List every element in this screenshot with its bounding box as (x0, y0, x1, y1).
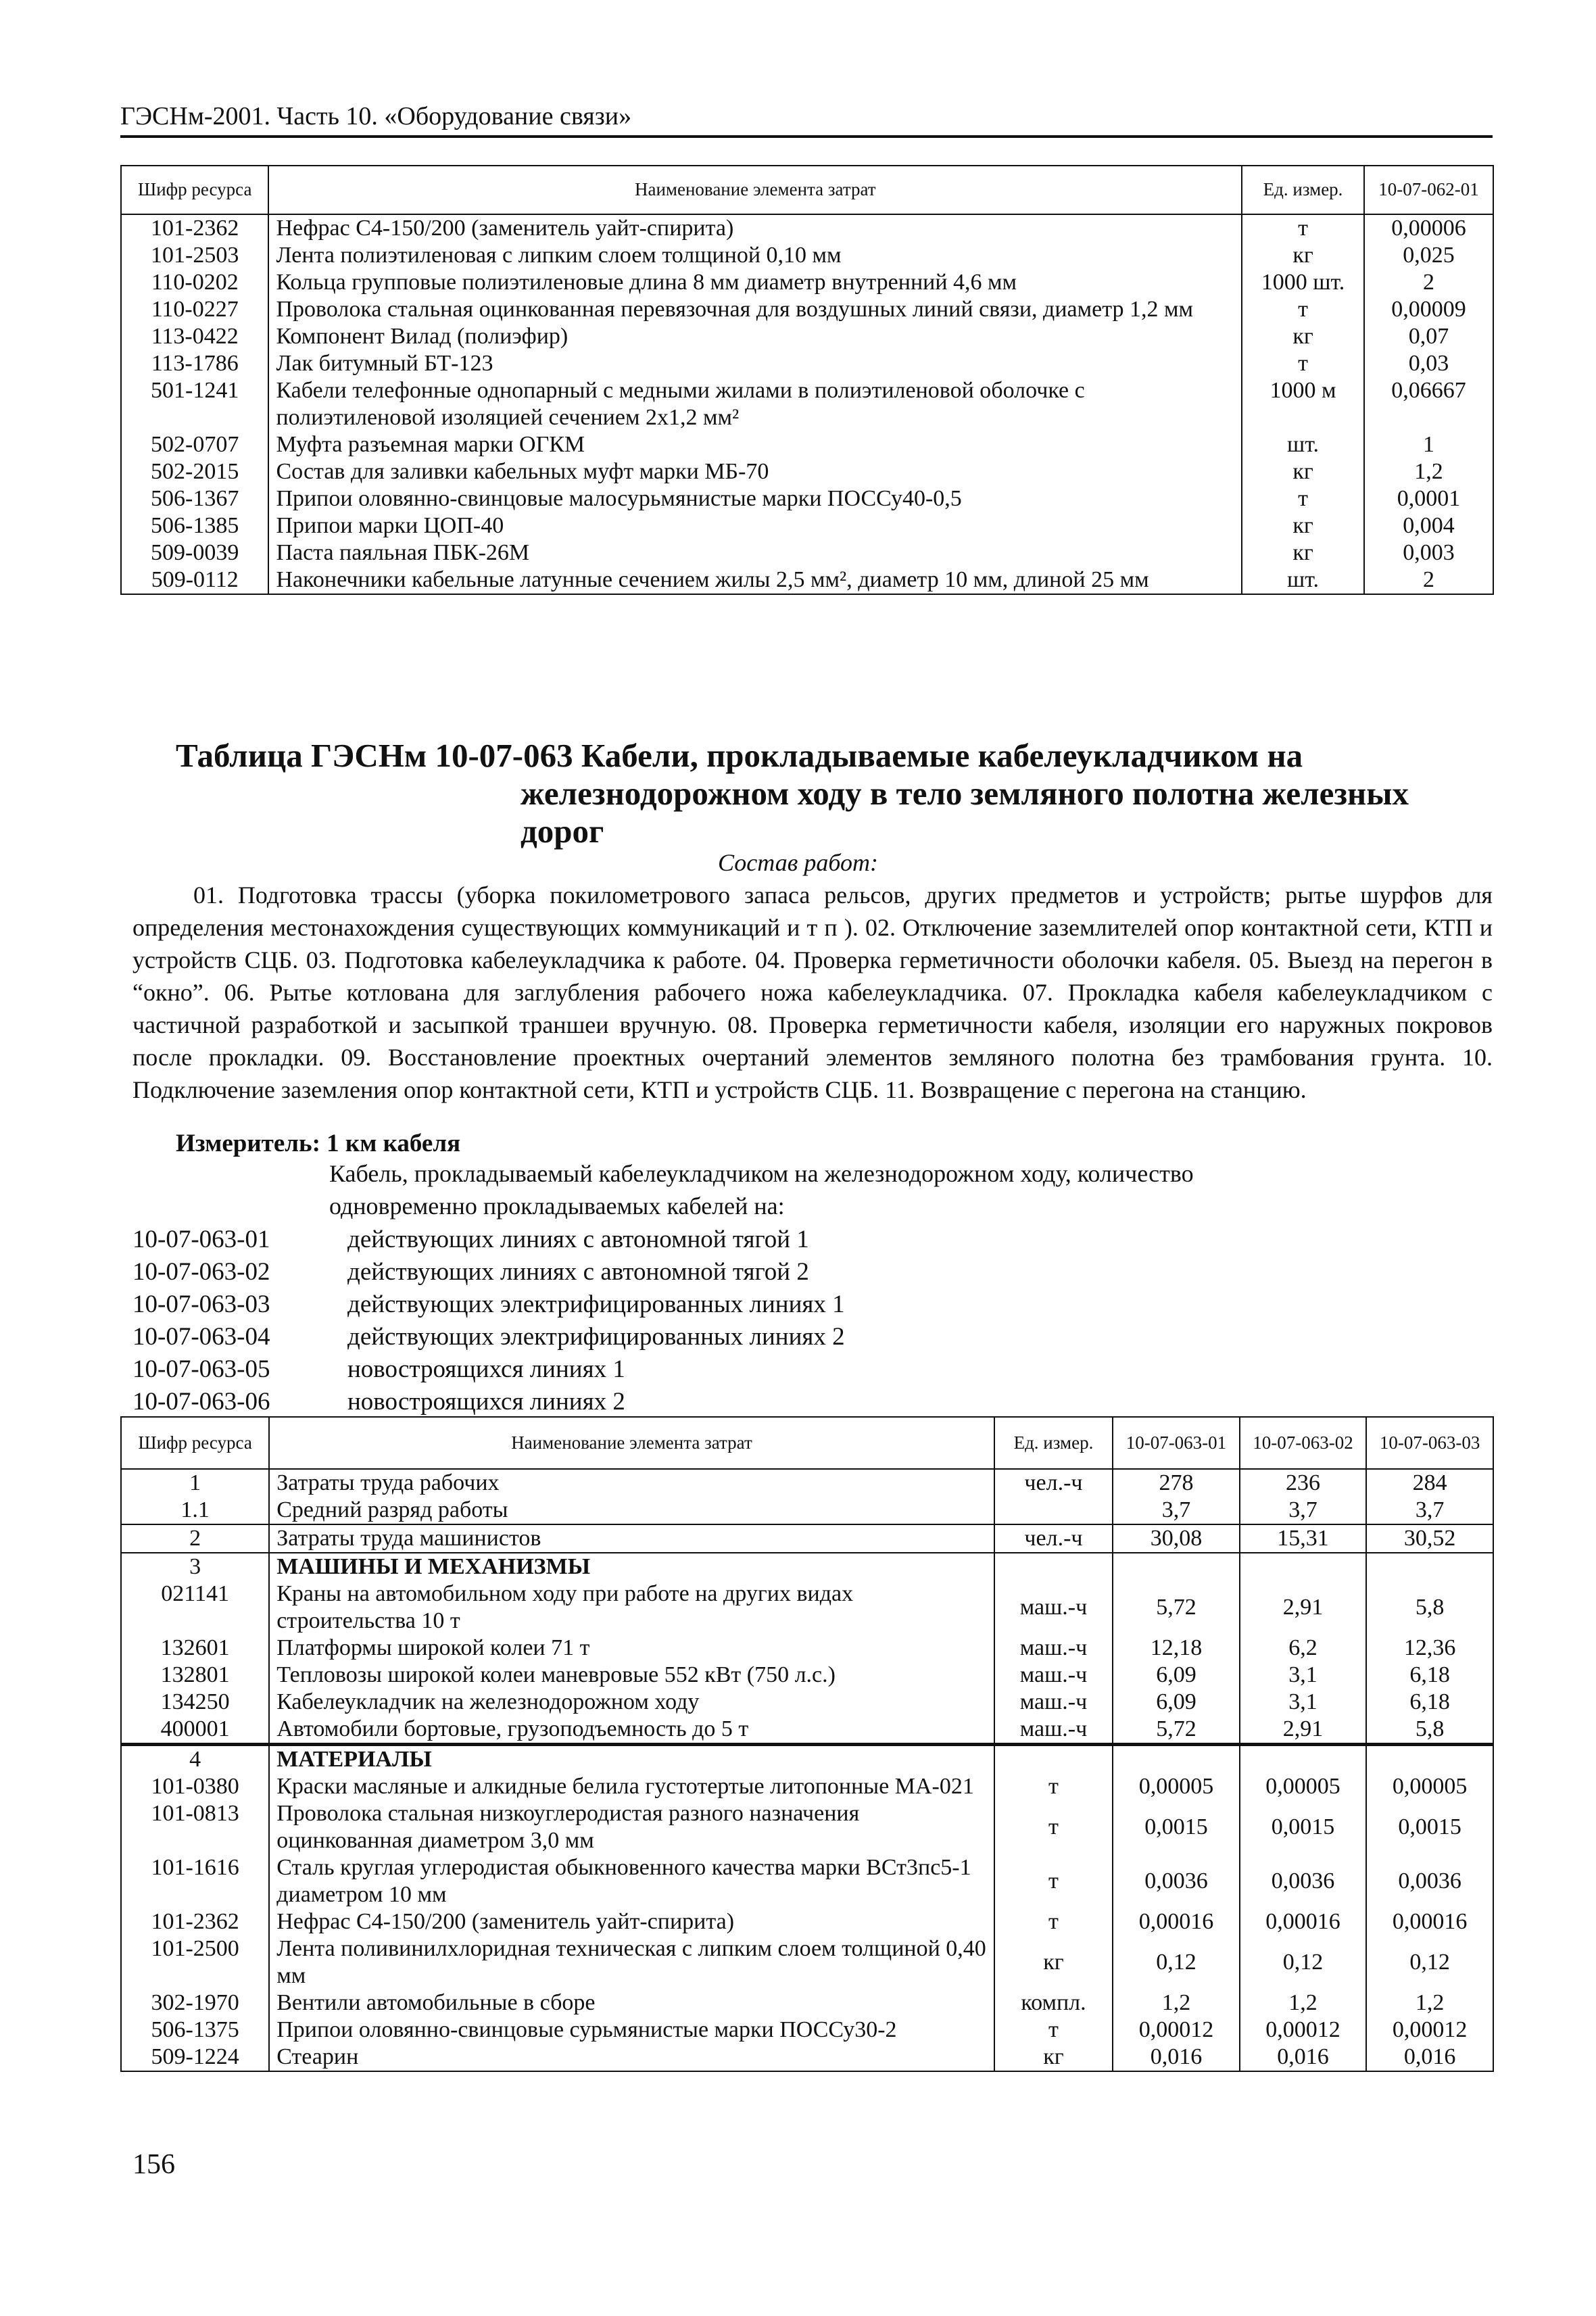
cell-unit (994, 1745, 1113, 1774)
cell-name: МАШИНЫ И МЕХАНИЗМЫ (269, 1553, 994, 1581)
cell-v3: 0,0036 (1366, 1854, 1493, 1908)
norm-code-text: новостроящихся линиях 2 (347, 1388, 625, 1416)
cell-val: 1 (1364, 431, 1493, 458)
table-row (121, 1524, 1493, 1553)
cell-code: 132801 (121, 1662, 269, 1689)
cell-unit: кг (1242, 512, 1364, 539)
cell-code: 509-0039 (121, 539, 268, 566)
cell-code: 400001 (121, 1716, 269, 1745)
cell-v3: 0,0015 (1366, 1800, 1493, 1854)
cell-v2: 3,7 (1240, 1497, 1367, 1524)
cell-code: 101-2503 (121, 242, 268, 269)
cell-code: 132601 (121, 1635, 269, 1662)
cell-code: 506-1375 (121, 2017, 269, 2044)
cell-name: Вентили автомобильные в сборе (269, 1989, 994, 2017)
cell-v2: 0,12 (1240, 1935, 1367, 1989)
cell-v3: 6,18 (1366, 1689, 1493, 1716)
cell-v3: 12,36 (1366, 1635, 1493, 1662)
norm-code: 10-07-063-02 (132, 1258, 270, 1286)
cell-unit: т (994, 1800, 1113, 1854)
cell-code: 110-0202 (121, 269, 268, 296)
cell-v1: 6,09 (1113, 1689, 1240, 1716)
cell-unit: 1000 шт. (1242, 269, 1364, 296)
cell-v3 (1366, 1745, 1493, 1774)
cell-code: 1 (121, 1469, 269, 1497)
cell-code: 110-0227 (121, 296, 268, 323)
cell-v3: 0,12 (1366, 1935, 1493, 1989)
table-row (121, 539, 1493, 566)
cell-v2: 3,1 (1240, 1662, 1367, 1689)
cell-v2: 0,00016 (1240, 1908, 1367, 1935)
table-row (121, 323, 1493, 350)
cell-code: 2 (121, 1524, 269, 1553)
cell-name: Муфта разъемная марки ОГКМ (268, 431, 1242, 458)
cell-unit: чел.-ч (994, 1524, 1113, 1553)
table-row (121, 566, 1493, 594)
cell-v3: 0,00005 (1366, 1773, 1493, 1800)
cell-v2: 2,91 (1240, 1716, 1367, 1745)
resource-table-062 (120, 165, 1494, 595)
running-header: ГЭСНм-2001. Часть 10. «Оборудование связи» (120, 101, 1493, 138)
cell-unit: т (1242, 296, 1364, 323)
table-row (121, 1635, 1493, 1662)
cell-v3: 5,8 (1366, 1716, 1493, 1745)
cell-unit: маш.-ч (994, 1716, 1113, 1745)
cell-val: 1,2 (1364, 458, 1493, 485)
norm-description (329, 1157, 1411, 1222)
cell-v3: 0,00016 (1366, 1908, 1493, 1935)
cell-name: Припои оловянно-свинцовые малосурьмянистые марки ПОССу40-0,5 (268, 485, 1242, 512)
table-row (121, 1800, 1493, 1854)
works-label: Состав работ: (718, 849, 878, 876)
cell-v2: 0,00005 (1240, 1773, 1367, 1800)
norm-code-text: действующих электрифицированных линиях 1 (347, 1290, 845, 1318)
table-title (176, 737, 1494, 850)
cell-name: Состав для заливки кабельных муфт марки МБ-70 (268, 458, 1242, 485)
cell-unit: кг (994, 1935, 1113, 1989)
cell-name: Лента полиэтиленовая с липким слоем толщиной 0,10 мм (268, 242, 1242, 269)
norm-code-row (132, 1256, 845, 1288)
cell-v2: 0,00012 (1240, 2017, 1367, 2044)
cell-v1: 30,08 (1113, 1524, 1240, 1553)
cell-v3: 6,18 (1366, 1662, 1493, 1689)
header-code: Шифр ресурса (121, 1417, 269, 1469)
norm-code-row (132, 1353, 845, 1386)
cell-name: Паста паяльная ПБК-26М (268, 539, 1242, 566)
cell-name: Компонент Вилад (полиэфир) (268, 323, 1242, 350)
norm-codes-list (132, 1224, 845, 1418)
cell-name: Проволока стальная низкоуглеродистая разного назначения оцинкованная диаметром 3,0 мм (269, 1800, 994, 1854)
table-row (121, 1469, 1493, 1497)
cell-code: 101-0380 (121, 1773, 269, 1800)
cell-v1: 0,0036 (1113, 1854, 1240, 1908)
header-name: Наименование элемента затрат (268, 166, 1242, 214)
cell-code: 506-1367 (121, 485, 268, 512)
table-row (121, 2044, 1493, 2071)
cell-code: 021141 (121, 1581, 269, 1635)
cell-unit: маш.-ч (994, 1635, 1113, 1662)
cell-v1: 0,016 (1113, 2044, 1240, 2071)
table-row (121, 1745, 1493, 1774)
cell-v2: 0,0015 (1240, 1800, 1367, 1854)
cell-code: 101-1616 (121, 1854, 269, 1908)
cell-unit: т (1242, 214, 1364, 242)
table-row (121, 512, 1493, 539)
cell-code: 101-2500 (121, 1935, 269, 1989)
cell-v2 (1240, 1553, 1367, 1581)
cell-val: 0,0001 (1364, 485, 1493, 512)
norm-code: 10-07-063-03 (132, 1290, 270, 1318)
cell-v2: 236 (1240, 1469, 1367, 1497)
norm-code: 10-07-063-06 (132, 1388, 270, 1416)
norm-code-row (132, 1224, 845, 1256)
cell-unit: кг (1242, 458, 1364, 485)
cell-v2: 0,016 (1240, 2044, 1367, 2071)
header-code: Шифр ресурса (121, 166, 268, 214)
cell-unit: маш.-ч (994, 1662, 1113, 1689)
cell-v1: 0,00005 (1113, 1773, 1240, 1800)
cell-val: 0,003 (1364, 539, 1493, 566)
cell-code: 302-1970 (121, 1989, 269, 2017)
table-row (121, 485, 1493, 512)
cell-v3: 0,00012 (1366, 2017, 1493, 2044)
header-col: 10-07-062-01 (1364, 166, 1493, 214)
cell-v1: 0,00012 (1113, 2017, 1240, 2044)
cell-val: 0,00006 (1364, 214, 1493, 242)
cell-val: 0,00009 (1364, 296, 1493, 323)
cell-v1: 0,0015 (1113, 1800, 1240, 1854)
cell-v3 (1366, 1553, 1493, 1581)
cell-v2 (1240, 1745, 1367, 1774)
cell-name: Платформы широкой колеи 71 т (269, 1635, 994, 1662)
cell-val: 2 (1364, 566, 1493, 594)
cell-code: 134250 (121, 1689, 269, 1716)
cell-v2: 6,2 (1240, 1635, 1367, 1662)
cell-v1 (1113, 1553, 1240, 1581)
cell-v1: 12,18 (1113, 1635, 1240, 1662)
cell-v3: 1,2 (1366, 1989, 1493, 2017)
table-title-line1: Таблица ГЭСНм 10-07-063 Кабели, прокладываемые кабелеукладчиком на (176, 737, 1303, 774)
cell-v2: 2,91 (1240, 1581, 1367, 1635)
cell-unit: кг (1242, 323, 1364, 350)
norm-code-text: новостроящихся линиях 1 (347, 1355, 625, 1383)
header-unit: Ед. измер. (994, 1417, 1113, 1469)
table-row (121, 1689, 1493, 1716)
table-row (121, 431, 1493, 458)
table-row (121, 1989, 1493, 2017)
cell-code: 101-0813 (121, 1800, 269, 1854)
norm-code-row (132, 1288, 845, 1321)
table-row (121, 296, 1493, 323)
cell-v1: 0,00016 (1113, 1908, 1240, 1935)
cell-unit: т (994, 1908, 1113, 1935)
cell-unit: шт. (1242, 431, 1364, 458)
cell-unit: т (994, 1773, 1113, 1800)
header-c3: 10-07-063-03 (1366, 1417, 1493, 1469)
cell-code: 101-2362 (121, 214, 268, 242)
works-description: 01. Подготовка трассы (уборка покилометрового запаса рельсов, других предметов и устройств; рытье шурфов для определения местонахождения существующих коммуникаций и т п ). 02. Отключение заземлителей опор контактной сети, КТП и устройств СЦБ. 03. Подготовка кабелеукладчика к работе. 04. Проверка герметичности оболочки кабеля. 05. Выезд на перегон в “окно”. 06. Рытье котлована для заглубления рабочего ножа кабелеукладчика. 07. Прокладка кабеля кабелеукладчиком с частичной разработкой и засыпкой траншеи вручную. 08. Проверка герметичности кабеля, изоляции его наружных покровов после прокладки. 09. Восстановление проектных очертаний элементов земляного полотна без трамбования грунта. 10. Подключение заземления опор контактной сети, КТП и устройств СЦБ. 11. Возвращение с перегона на станцию. (132, 882, 1493, 1103)
cell-code: 502-0707 (121, 431, 268, 458)
norm-code: 10-07-063-01 (132, 1226, 270, 1253)
cell-v2: 0,0036 (1240, 1854, 1367, 1908)
cell-code: 502-2015 (121, 458, 268, 485)
table-row (121, 269, 1493, 296)
cell-name: Автомобили бортовые, грузоподъемность до 5 т (269, 1716, 994, 1745)
table-row (121, 350, 1493, 377)
cell-name: Краски масляные и алкидные белила густотертые литопонные МА-021 (269, 1773, 994, 1800)
cell-v1: 6,09 (1113, 1662, 1240, 1689)
norm-description-line1: Кабель, прокладываемый кабелеукладчиком на железнодорожном ходу, количество (329, 1160, 1194, 1187)
norm-code-text: действующих линиях с автономной тягой 2 (347, 1258, 809, 1286)
cell-v3: 30,52 (1366, 1524, 1493, 1553)
cell-val: 0,004 (1364, 512, 1493, 539)
norm-code-row (132, 1386, 845, 1418)
cell-name: Средний разряд работы (269, 1497, 994, 1524)
cell-unit: 1000 м (1242, 377, 1364, 431)
norm-code: 10-07-063-04 (132, 1323, 270, 1351)
header-name: Наименование элемента затрат (269, 1417, 994, 1469)
cell-v3: 5,8 (1366, 1581, 1493, 1635)
table-row (121, 1716, 1493, 1745)
resource-table-063 (120, 1416, 1494, 2072)
cell-name: Нефрас С4-150/200 (заменитель уайт-спирита) (269, 1908, 994, 1935)
header-c2: 10-07-063-02 (1240, 1417, 1367, 1469)
cell-name: Стеарин (269, 2044, 994, 2071)
cell-unit: чел.-ч (994, 1469, 1113, 1497)
cell-v1: 0,12 (1113, 1935, 1240, 1989)
cell-val: 0,025 (1364, 242, 1493, 269)
cell-name: Затраты труда рабочих (269, 1469, 994, 1497)
cell-name: Припои марки ЦОП-40 (268, 512, 1242, 539)
cell-code: 101-2362 (121, 1908, 269, 1935)
cell-val: 2 (1364, 269, 1493, 296)
cell-v3: 284 (1366, 1469, 1493, 1497)
cell-v1: 278 (1113, 1469, 1240, 1497)
cell-unit: т (1242, 485, 1364, 512)
cell-unit: маш.-ч (994, 1689, 1113, 1716)
cell-unit: кг (1242, 539, 1364, 566)
norm-code-text: действующих электрифицированных линиях 2 (347, 1323, 845, 1351)
table-row (121, 458, 1493, 485)
table-header-row (121, 166, 1493, 214)
cell-code: 509-0112 (121, 566, 268, 594)
table-row (121, 1581, 1493, 1635)
cell-val: 0,03 (1364, 350, 1493, 377)
cell-unit: шт. (1242, 566, 1364, 594)
cell-name: Лак битумный БТ-123 (268, 350, 1242, 377)
table-row (121, 1935, 1493, 1989)
cell-val: 0,07 (1364, 323, 1493, 350)
cell-unit: т (1242, 350, 1364, 377)
table-row (121, 1497, 1493, 1524)
cell-val: 0,06667 (1364, 377, 1493, 431)
cell-unit: компл. (994, 1989, 1113, 2017)
cell-name: МАТЕРИАЛЫ (269, 1745, 994, 1774)
cell-v3: 3,7 (1366, 1497, 1493, 1524)
cell-unit: т (994, 2017, 1113, 2044)
cell-name: Припои оловянно-свинцовые сурьмянистые марки ПОССу30-2 (269, 2017, 994, 2044)
table-title-line3: дорог (521, 813, 604, 850)
cell-code: 1.1 (121, 1497, 269, 1524)
norm-code: 10-07-063-05 (132, 1355, 270, 1383)
table-row (121, 214, 1493, 242)
cell-name: Тепловозы широкой колеи маневровые 552 кВт (750 л.с.) (269, 1662, 994, 1689)
cell-unit: маш.-ч (994, 1581, 1113, 1635)
cell-name: Кабелеукладчик на железнодорожном ходу (269, 1689, 994, 1716)
cell-v3: 0,016 (1366, 2044, 1493, 2071)
cell-v1: 5,72 (1113, 1716, 1240, 1745)
table-row (121, 1662, 1493, 1689)
table-title-line2: железнодорожном ходу в тело земляного полотна железных (521, 775, 1409, 812)
cell-name: Затраты труда машинистов (269, 1524, 994, 1553)
cell-v1 (1113, 1745, 1240, 1774)
cell-code: 113-1786 (121, 350, 268, 377)
table-row (121, 1854, 1493, 1908)
cell-code: 506-1385 (121, 512, 268, 539)
norm-code-text: действующих линиях с автономной тягой 1 (347, 1226, 809, 1253)
cell-code: 3 (121, 1553, 269, 1581)
cell-v1: 1,2 (1113, 1989, 1240, 2017)
cell-code: 4 (121, 1745, 269, 1774)
cell-unit: кг (994, 2044, 1113, 2071)
cell-v1: 5,72 (1113, 1581, 1240, 1635)
cell-unit: кг (1242, 242, 1364, 269)
cell-unit: т (994, 1854, 1113, 1908)
norm-description-line2: одновременно прокладываемых кабелей на: (329, 1192, 785, 1220)
cell-name: Кабели телефонные однопарный с медными жилами в полиэтиленовой оболочке с полиэтиленовой изоляцией сечением 2х1,2 мм² (268, 377, 1242, 431)
header-c1: 10-07-063-01 (1113, 1417, 1240, 1469)
table-row (121, 377, 1493, 431)
table-header-row (121, 1417, 1493, 1469)
cell-name: Сталь круглая углеродистая обыкновенного качества марки ВСт3пс5-1 диаметром 10 мм (269, 1854, 994, 1908)
cell-code: 113-0422 (121, 323, 268, 350)
cell-unit (994, 1497, 1113, 1524)
cell-v2: 1,2 (1240, 1989, 1367, 2017)
cell-name: Нефрас С4-150/200 (заменитель уайт-спирита) (268, 214, 1242, 242)
cell-name: Наконечники кабельные латунные сечением жилы 2,5 мм², диаметр 10 мм, длиной 25 мм (268, 566, 1242, 594)
table-row (121, 1553, 1493, 1581)
norm-code-row (132, 1321, 845, 1353)
page-number: 156 (132, 2149, 175, 2180)
cell-name: Проволока стальная оцинкованная перевязочная для воздушных линий связи, диаметр 1,2 мм (268, 296, 1242, 323)
cell-code: 501-1241 (121, 377, 268, 431)
cell-unit (994, 1553, 1113, 1581)
table-row (121, 1908, 1493, 1935)
cell-code: 509-1224 (121, 2044, 269, 2071)
header-unit: Ед. измер. (1242, 166, 1364, 214)
table-row (121, 242, 1493, 269)
cell-name: Кольца групповые полиэтиленовые длина 8 мм диаметр внутренний 4,6 мм (268, 269, 1242, 296)
cell-name: Лента поливинилхлоридная техническая с липким слоем толщиной 0,40 мм (269, 1935, 994, 1989)
table-row (121, 1773, 1493, 1800)
cell-v2: 15,31 (1240, 1524, 1367, 1553)
cell-v1: 3,7 (1113, 1497, 1240, 1524)
cell-v2: 3,1 (1240, 1689, 1367, 1716)
meter-label: Измеритель: 1 км кабеля (176, 1130, 461, 1157)
cell-name: Краны на автомобильном ходу при работе на других видах строительства 10 т (269, 1581, 994, 1635)
table-row (121, 2017, 1493, 2044)
